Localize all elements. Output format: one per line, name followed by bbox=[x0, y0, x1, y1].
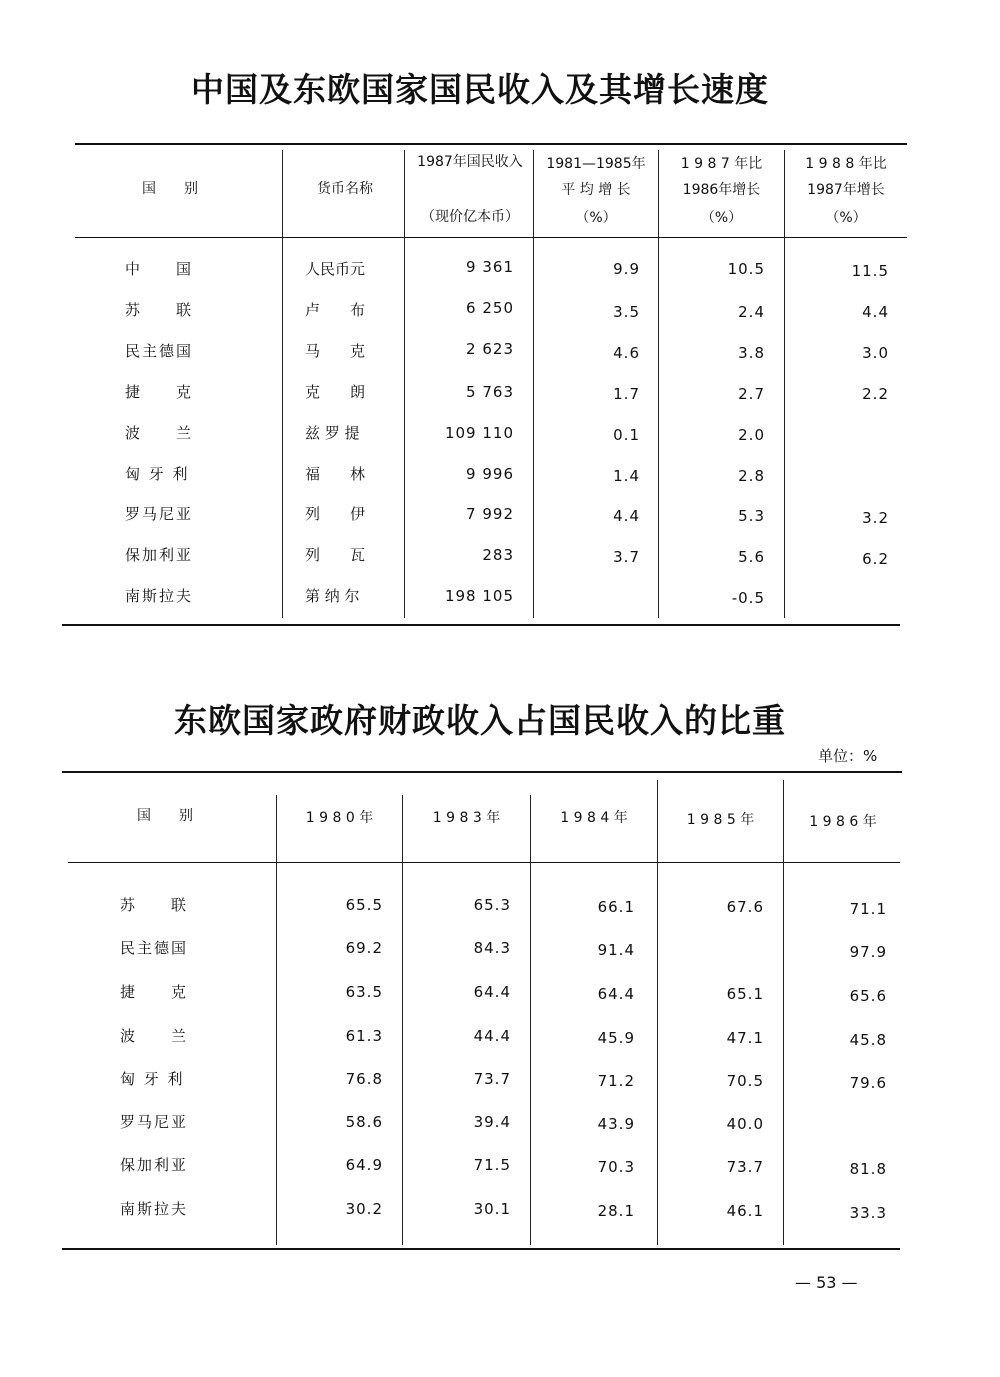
table1-header-avg-line3: （%） bbox=[575, 210, 617, 226]
table2-bottom-rule bbox=[62, 1248, 900, 1250]
table1-cell-g87: 10.5 bbox=[727, 260, 765, 278]
table2-cell-1984: 71.2 bbox=[597, 1072, 635, 1090]
table2-cell-1980: 58.6 bbox=[345, 1113, 383, 1131]
table2-cell-1984: 66.1 bbox=[597, 898, 635, 916]
table1-cell-income: 283 bbox=[482, 546, 514, 564]
table1-cell-g87: 2.7 bbox=[738, 385, 765, 403]
table1-cell-g88: 11.5 bbox=[851, 262, 889, 280]
table2-cell-1980: 64.9 bbox=[345, 1156, 383, 1174]
table1-header-g87-line2: 1986年增长 bbox=[682, 182, 761, 198]
table2-cell-country: 匈 牙 利 bbox=[120, 1070, 185, 1088]
table1-header-g88-line1: 1 9 8 8 年比 bbox=[805, 156, 887, 172]
table1-header-rule bbox=[75, 237, 907, 238]
table2-cell-1983: 71.5 bbox=[473, 1156, 511, 1174]
page-number: — 53 — bbox=[795, 1273, 858, 1292]
table2-header-1980: 1 9 8 0 年 bbox=[305, 810, 374, 826]
table1-cell-currency: 列 伊 bbox=[305, 505, 366, 523]
table2-unit-label: 单位：% bbox=[818, 747, 878, 765]
table2-cell-1980: 76.8 bbox=[345, 1070, 383, 1088]
table2-row bbox=[0, 1154, 1000, 1180]
table1-cell-income: 2 623 bbox=[466, 340, 514, 358]
table1-cell-avg: 0.1 bbox=[613, 426, 640, 444]
table1-header-currency: 货币名称 bbox=[317, 181, 373, 197]
table1-cell-currency: 卢 布 bbox=[305, 301, 366, 319]
table1-cell-g88: 4.4 bbox=[862, 303, 889, 321]
table1-cell-avg: 4.4 bbox=[613, 507, 640, 525]
table2-cell-1986: 71.1 bbox=[849, 900, 887, 918]
table1-cell-currency: 第 纳 尔 bbox=[305, 587, 360, 605]
table1-header-g87-line1: 1 9 8 7 年比 bbox=[680, 156, 763, 172]
table1-header-avg-line2: 平 均 增 长 bbox=[561, 182, 631, 198]
table1-cell-income: 109 110 bbox=[444, 424, 514, 442]
table1-cell-income: 9 996 bbox=[466, 465, 514, 483]
table2-cell-1986: 33.3 bbox=[849, 1204, 887, 1222]
table1-cell-g88: 3.0 bbox=[862, 344, 889, 362]
table1-cell-g88: 2.2 bbox=[862, 385, 889, 403]
table2-cell-1980: 61.3 bbox=[345, 1027, 383, 1045]
table2-row bbox=[0, 1025, 1000, 1051]
table1-title: 中国及东欧国家国民收入及其增长速度 bbox=[191, 70, 769, 109]
table2-cell-1985: 46.1 bbox=[726, 1202, 764, 1220]
table1-bottom-rule bbox=[62, 624, 900, 626]
table2-cell-1983: 39.4 bbox=[473, 1113, 511, 1131]
table1-cell-country: 罗马尼亚 bbox=[125, 505, 194, 523]
table1-cell-income: 7 992 bbox=[466, 505, 514, 523]
table2-cell-1983: 73.7 bbox=[473, 1070, 511, 1088]
table2-cell-country: 民主德国 bbox=[120, 939, 189, 957]
table1-cell-currency: 兹 罗 提 bbox=[305, 424, 360, 442]
table1-cell-g87: 5.3 bbox=[738, 507, 765, 525]
table1-cell-g88: 6.2 bbox=[862, 550, 889, 568]
table1-cell-currency: 人民币元 bbox=[305, 260, 366, 278]
table2-header-rule bbox=[68, 862, 900, 863]
table2-cell-1983: 84.3 bbox=[473, 939, 511, 957]
table2-cell-1986: 97.9 bbox=[849, 943, 887, 961]
table1-header-income-line1: 1987年国民收入 bbox=[417, 154, 523, 170]
table2-top-rule bbox=[62, 771, 902, 773]
table2-cell-1986: 65.6 bbox=[849, 987, 887, 1005]
table2-row bbox=[0, 1198, 1000, 1224]
table1-header-g88-line2: 1987年增长 bbox=[807, 182, 885, 198]
table1-row bbox=[0, 544, 1000, 570]
table1-cell-currency: 列 瓦 bbox=[305, 546, 366, 564]
table1-cell-g87: -0.5 bbox=[731, 589, 765, 607]
table1-cell-g87: 2.8 bbox=[738, 467, 765, 485]
table1-cell-income: 5 763 bbox=[466, 383, 514, 401]
table2-cell-1984: 70.3 bbox=[597, 1158, 635, 1176]
table2-cell-1980: 63.5 bbox=[345, 983, 383, 1001]
table2-header-country: 国 别 bbox=[137, 808, 193, 824]
table1-cell-country: 保加利亚 bbox=[125, 546, 194, 564]
table2-cell-country: 苏 联 bbox=[120, 896, 189, 914]
table1-cell-currency: 马 克 bbox=[305, 342, 366, 360]
table2-header-1984: 1 9 8 4 年 bbox=[560, 810, 628, 826]
table2-cell-country: 波 兰 bbox=[120, 1027, 189, 1045]
table2-title: 东欧国家政府财政收入占国民收入的比重 bbox=[174, 701, 786, 740]
table2-cell-1984: 28.1 bbox=[597, 1202, 635, 1220]
table1-cell-avg: 3.5 bbox=[613, 303, 640, 321]
table2-cell-1980: 65.5 bbox=[345, 896, 383, 914]
table1-cell-income: 198 105 bbox=[444, 587, 514, 605]
table2-header-1983: 1 9 8 3 年 bbox=[432, 810, 501, 826]
table2-cell-1985: 65.1 bbox=[726, 985, 764, 1003]
table2-cell-1985: 47.1 bbox=[726, 1029, 764, 1047]
table2-cell-1985: 40.0 bbox=[726, 1115, 764, 1133]
table1-cell-country: 南斯拉夫 bbox=[125, 587, 194, 605]
table1-cell-g87: 5.6 bbox=[738, 548, 765, 566]
table1-cell-g87: 2.4 bbox=[738, 303, 765, 321]
table2-cell-1986: 81.8 bbox=[849, 1160, 887, 1178]
table1-row bbox=[0, 585, 1000, 611]
table1-cell-currency: 克 朗 bbox=[305, 383, 366, 401]
table1-cell-income: 6 250 bbox=[466, 299, 514, 317]
table1-row bbox=[0, 503, 1000, 529]
table1-cell-avg: 4.6 bbox=[613, 344, 640, 362]
table1-cell-avg: 3.7 bbox=[613, 548, 640, 566]
table1-cell-country: 匈 牙 利 bbox=[125, 465, 190, 483]
table2-cell-1980: 69.2 bbox=[345, 939, 383, 957]
table2-row bbox=[0, 937, 1000, 963]
table1-cell-country: 苏 联 bbox=[125, 301, 194, 319]
table2-cell-1983: 65.3 bbox=[473, 896, 511, 914]
table2-row bbox=[0, 981, 1000, 1007]
table2-cell-1986: 79.6 bbox=[849, 1074, 887, 1092]
table2-cell-1985: 73.7 bbox=[726, 1158, 764, 1176]
table2-cell-country: 罗马尼亚 bbox=[120, 1113, 189, 1131]
table2-header-1986: 1 9 8 6 年 bbox=[809, 814, 877, 830]
table2-cell-country: 保加利亚 bbox=[120, 1156, 189, 1174]
table1-header-g87-line3: （%） bbox=[700, 210, 743, 226]
table1-row bbox=[0, 340, 1000, 366]
table2-row bbox=[0, 1068, 1000, 1094]
table1-cell-g87: 2.0 bbox=[738, 426, 765, 444]
table1-cell-g87: 3.8 bbox=[738, 344, 765, 362]
table2-row bbox=[0, 1111, 1000, 1137]
table2-cell-1986: 45.8 bbox=[849, 1031, 887, 1049]
table2-cell-1983: 30.1 bbox=[473, 1200, 511, 1218]
table1-header-country: 国 别 bbox=[142, 181, 198, 197]
table1-cell-avg: 9.9 bbox=[613, 260, 640, 278]
table2-row bbox=[0, 894, 1000, 920]
table2-cell-1984: 43.9 bbox=[597, 1115, 635, 1133]
table2-cell-country: 捷 克 bbox=[120, 983, 189, 1001]
table1-header-income-line2: （现价亿本币） bbox=[421, 209, 519, 225]
table1-cell-income: 9 361 bbox=[466, 258, 514, 276]
table2-cell-1980: 30.2 bbox=[345, 1200, 383, 1218]
table2-cell-1983: 44.4 bbox=[473, 1027, 511, 1045]
table2-cell-1984: 91.4 bbox=[597, 941, 635, 959]
table2-cell-1983: 64.4 bbox=[473, 983, 511, 1001]
table1-cell-country: 中 国 bbox=[125, 260, 194, 278]
table1-row bbox=[0, 258, 1000, 284]
table1-top-rule bbox=[75, 143, 907, 145]
table2-cell-1985: 70.5 bbox=[726, 1072, 764, 1090]
table1-cell-currency: 福 林 bbox=[305, 465, 366, 483]
table2-cell-1984: 64.4 bbox=[597, 985, 635, 1003]
table2-cell-country: 南斯拉夫 bbox=[120, 1200, 189, 1218]
table1-header-g88-line3: （%） bbox=[825, 210, 867, 226]
table1-row bbox=[0, 299, 1000, 325]
table1-row bbox=[0, 422, 1000, 448]
table2-cell-1984: 45.9 bbox=[597, 1029, 635, 1047]
table2-header-1985: 1 9 8 5 年 bbox=[686, 812, 755, 828]
table2-cell-1985: 67.6 bbox=[726, 898, 764, 916]
table1-cell-g88: 3.2 bbox=[862, 509, 889, 527]
table1-header-avg-line1: 1981—1985年 bbox=[546, 156, 646, 172]
table1-row bbox=[0, 463, 1000, 489]
table1-cell-avg: 1.7 bbox=[613, 385, 640, 403]
table1-cell-avg: 1.4 bbox=[613, 467, 640, 485]
table1-cell-country: 捷 克 bbox=[125, 383, 194, 401]
table1-cell-country: 波 兰 bbox=[125, 424, 194, 442]
table1-cell-country: 民主德国 bbox=[125, 342, 194, 360]
table1-row bbox=[0, 381, 1000, 407]
